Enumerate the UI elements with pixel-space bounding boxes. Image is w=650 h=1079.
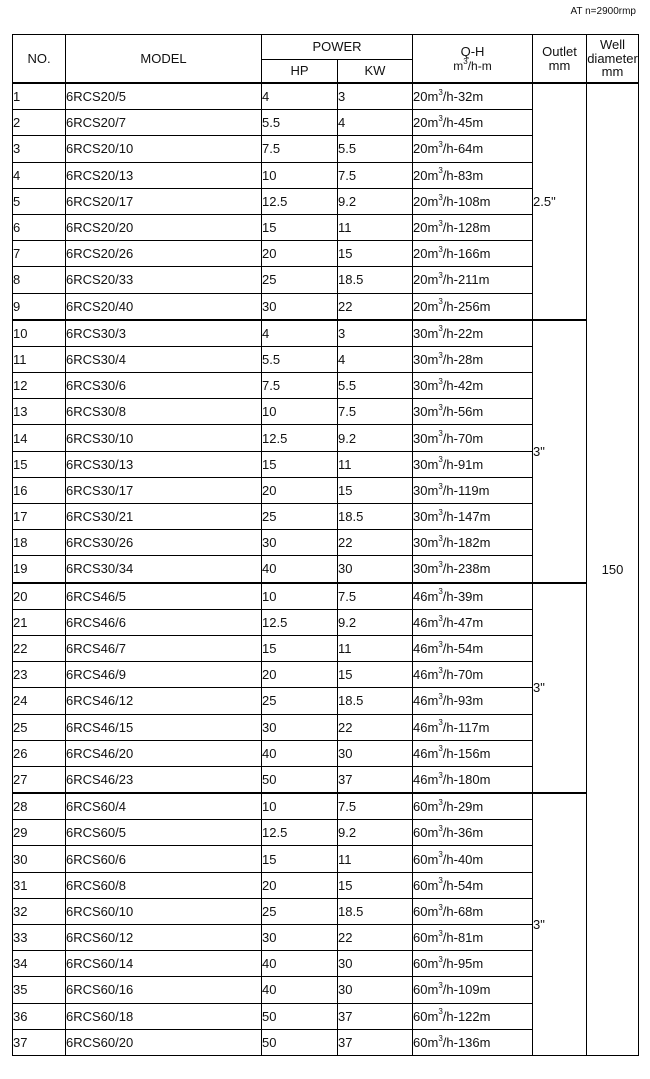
model-cell: 6RCS20/20: [66, 214, 262, 240]
hp-cell: 30: [262, 714, 338, 740]
model-cell: 6RCS30/4: [66, 346, 262, 372]
header-outlet: Outlet mm: [533, 35, 587, 84]
model-cell: 6RCS46/9: [66, 662, 262, 688]
hp-cell: 5.5: [262, 110, 338, 136]
model-cell: 6RCS60/20: [66, 1029, 262, 1055]
kw-cell: 18.5: [338, 688, 413, 714]
kw-cell: 4: [338, 110, 413, 136]
hp-cell: 40: [262, 977, 338, 1003]
row-number: 9: [13, 293, 66, 320]
row-number: 1: [13, 83, 66, 110]
row-number: 27: [13, 766, 66, 793]
row-number: 16: [13, 477, 66, 503]
model-cell: 6RCS30/26: [66, 530, 262, 556]
hp-cell: 25: [262, 688, 338, 714]
model-cell: 6RCS20/5: [66, 83, 262, 110]
row-number: 26: [13, 740, 66, 766]
row-number: 7: [13, 241, 66, 267]
kw-cell: 11: [338, 635, 413, 661]
kw-cell: 30: [338, 740, 413, 766]
hp-cell: 40: [262, 556, 338, 583]
kw-cell: 5.5: [338, 136, 413, 162]
model-cell: 6RCS60/4: [66, 793, 262, 820]
hp-cell: 20: [262, 477, 338, 503]
hp-cell: 30: [262, 925, 338, 951]
row-number: 2: [13, 110, 66, 136]
model-cell: 6RCS30/10: [66, 425, 262, 451]
row-number: 37: [13, 1029, 66, 1055]
qh-cell: $30m^3/h-28m$: [413, 346, 533, 372]
row-number: 24: [13, 688, 66, 714]
row-number: 18: [13, 530, 66, 556]
row-number: 6: [13, 214, 66, 240]
model-cell: 6RCS30/34: [66, 556, 262, 583]
qh-cell: $46m^3/h-117m$: [413, 714, 533, 740]
kw-cell: 7.5: [338, 583, 413, 610]
kw-cell: 7.5: [338, 399, 413, 425]
qh-cell: $60m^3/h-81m$: [413, 925, 533, 951]
kw-cell: 22: [338, 925, 413, 951]
row-number: 21: [13, 609, 66, 635]
kw-cell: 15: [338, 872, 413, 898]
model-cell: 6RCS60/16: [66, 977, 262, 1003]
table-row: [13, 793, 639, 820]
hp-cell: 4: [262, 83, 338, 110]
hp-cell: 7.5: [262, 373, 338, 399]
model-cell: 6RCS30/3: [66, 320, 262, 347]
model-cell: 6RCS30/6: [66, 373, 262, 399]
model-cell: 6RCS46/7: [66, 635, 262, 661]
qh-cell: $60m^3/h-54m$: [413, 872, 533, 898]
kw-cell: 22: [338, 714, 413, 740]
qh-cell: $60m^3/h-95m$: [413, 951, 533, 977]
hp-cell: 40: [262, 740, 338, 766]
row-number: 13: [13, 399, 66, 425]
kw-cell: 3: [338, 83, 413, 110]
kw-cell: 37: [338, 766, 413, 793]
hp-cell: 10: [262, 162, 338, 188]
model-cell: 6RCS60/8: [66, 872, 262, 898]
hp-cell: 7.5: [262, 136, 338, 162]
hp-cell: 10: [262, 793, 338, 820]
kw-cell: 4: [338, 346, 413, 372]
row-number: 29: [13, 820, 66, 846]
hp-cell: 25: [262, 898, 338, 924]
qh-cell: $46m^3/h-93m$: [413, 688, 533, 714]
qh-cell: $46m^3/h-54m$: [413, 635, 533, 661]
table-row: [13, 583, 639, 610]
row-number: 12: [13, 373, 66, 399]
kw-cell: 11: [338, 214, 413, 240]
kw-cell: 3: [338, 320, 413, 347]
hp-cell: 15: [262, 214, 338, 240]
model-cell: 6RCS46/15: [66, 714, 262, 740]
model-cell: 6RCS20/17: [66, 188, 262, 214]
row-number: 34: [13, 951, 66, 977]
hp-cell: 12.5: [262, 820, 338, 846]
qh-cell: $20m^3/h-83m$: [413, 162, 533, 188]
row-number: 31: [13, 872, 66, 898]
kw-cell: 15: [338, 477, 413, 503]
kw-cell: 37: [338, 1029, 413, 1055]
row-number: 23: [13, 662, 66, 688]
qh-cell: $60m^3/h-36m$: [413, 820, 533, 846]
header-kw: KW: [338, 60, 413, 84]
kw-cell: 7.5: [338, 162, 413, 188]
row-number: 30: [13, 846, 66, 872]
model-cell: 6RCS30/8: [66, 399, 262, 425]
qh-cell: $60m^3/h-40m$: [413, 846, 533, 872]
model-cell: 6RCS60/18: [66, 1003, 262, 1029]
model-cell: 6RCS30/13: [66, 451, 262, 477]
qh-cell: $46m^3/h-47m$: [413, 609, 533, 635]
model-cell: 6RCS20/40: [66, 293, 262, 320]
qh-cell: $20m^3/h-211m$: [413, 267, 533, 293]
hp-cell: 12.5: [262, 425, 338, 451]
qh-cell: $30m^3/h-147m$: [413, 504, 533, 530]
row-number: 36: [13, 1003, 66, 1029]
qh-cell: $30m^3/h-56m$: [413, 399, 533, 425]
outlet-cell: 2.5": [533, 83, 587, 320]
hp-cell: 50: [262, 1003, 338, 1029]
model-cell: 6RCS20/13: [66, 162, 262, 188]
row-number: 25: [13, 714, 66, 740]
model-cell: 6RCS46/20: [66, 740, 262, 766]
table-header: [13, 35, 639, 84]
qh-cell: $46m^3/h-180m$: [413, 766, 533, 793]
header-no: NO.: [13, 35, 66, 84]
hp-cell: 20: [262, 662, 338, 688]
hp-cell: 4: [262, 320, 338, 347]
hp-cell: 10: [262, 583, 338, 610]
row-number: 32: [13, 898, 66, 924]
outlet-cell: 3": [533, 583, 587, 794]
qh-cell: $20m^3/h-256m$: [413, 293, 533, 320]
model-cell: 6RCS20/33: [66, 267, 262, 293]
model-cell: 6RCS60/10: [66, 898, 262, 924]
hp-cell: 30: [262, 530, 338, 556]
hp-cell: 15: [262, 635, 338, 661]
header-power: POWER: [262, 35, 413, 60]
header-hp: HP: [262, 60, 338, 84]
qh-cell: $20m^3/h-32m$: [413, 83, 533, 110]
row-number: 20: [13, 583, 66, 610]
qh-cell: $30m^3/h-91m$: [413, 451, 533, 477]
model-cell: 6RCS46/23: [66, 766, 262, 793]
kw-cell: 11: [338, 451, 413, 477]
qh-cell: $20m^3/h-108m$: [413, 188, 533, 214]
qh-cell: $30m^3/h-42m$: [413, 373, 533, 399]
row-number: 11: [13, 346, 66, 372]
hp-cell: 25: [262, 504, 338, 530]
row-number: 33: [13, 925, 66, 951]
hp-cell: 20: [262, 241, 338, 267]
model-cell: 6RCS60/6: [66, 846, 262, 872]
hp-cell: 15: [262, 451, 338, 477]
header-well-diameter: Well diameter mm: [587, 35, 639, 84]
kw-cell: 15: [338, 241, 413, 267]
table-body: [13, 83, 639, 1055]
row-number: 3: [13, 136, 66, 162]
qh-cell: $46m^3/h-70m$: [413, 662, 533, 688]
kw-cell: 11: [338, 846, 413, 872]
header-model: MODEL: [66, 35, 262, 84]
hp-cell: 50: [262, 766, 338, 793]
hp-cell: 12.5: [262, 188, 338, 214]
kw-cell: 30: [338, 556, 413, 583]
qh-cell: $60m^3/h-136m$: [413, 1029, 533, 1055]
model-cell: 6RCS46/12: [66, 688, 262, 714]
hp-cell: 5.5: [262, 346, 338, 372]
qh-cell: $20m^3/h-128m$: [413, 214, 533, 240]
kw-cell: 5.5: [338, 373, 413, 399]
kw-cell: 18.5: [338, 267, 413, 293]
qh-cell: $46m^3/h-156m$: [413, 740, 533, 766]
qh-cell: $60m^3/h-122m$: [413, 1003, 533, 1029]
kw-cell: 15: [338, 662, 413, 688]
speed-note: AT n=2900rmp: [570, 6, 636, 17]
model-cell: 6RCS60/14: [66, 951, 262, 977]
hp-cell: 50: [262, 1029, 338, 1055]
outlet-cell: 3": [533, 320, 587, 583]
row-number: 8: [13, 267, 66, 293]
qh-cell: $60m^3/h-109m$: [413, 977, 533, 1003]
kw-cell: 9.2: [338, 425, 413, 451]
table-row: [13, 320, 639, 347]
kw-cell: 9.2: [338, 820, 413, 846]
model-cell: 6RCS46/5: [66, 583, 262, 610]
hp-cell: 40: [262, 951, 338, 977]
row-number: 15: [13, 451, 66, 477]
hp-cell: 20: [262, 872, 338, 898]
header-qh: [413, 35, 533, 84]
model-cell: 6RCS20/26: [66, 241, 262, 267]
model-cell: 6RCS60/5: [66, 820, 262, 846]
model-cell: 6RCS20/10: [66, 136, 262, 162]
model-cell: 6RCS46/6: [66, 609, 262, 635]
qh-cell: $30m^3/h-22m$: [413, 320, 533, 347]
header-qh-title: Q-H: [460, 43, 485, 59]
qh-cell: $20m^3/h-166m$: [413, 241, 533, 267]
row-number: 10: [13, 320, 66, 347]
kw-cell: 9.2: [338, 188, 413, 214]
model-cell: 6RCS60/12: [66, 925, 262, 951]
header-qh-unit: $m^3/h-m$: [453, 56, 492, 73]
qh-cell: $20m^3/h-64m$: [413, 136, 533, 162]
row-number: 14: [13, 425, 66, 451]
qh-cell: $46m^3/h-39m$: [413, 583, 533, 610]
row-number: 4: [13, 162, 66, 188]
well-diameter-cell: 150: [587, 83, 639, 1055]
qh-cell: $60m^3/h-68m$: [413, 898, 533, 924]
model-cell: 6RCS20/7: [66, 110, 262, 136]
qh-cell: $20m^3/h-45m$: [413, 110, 533, 136]
hp-cell: 15: [262, 846, 338, 872]
qh-cell: $30m^3/h-238m$: [413, 556, 533, 583]
qh-cell: $30m^3/h-70m$: [413, 425, 533, 451]
model-cell: 6RCS30/17: [66, 477, 262, 503]
qh-cell: $30m^3/h-182m$: [413, 530, 533, 556]
row-number: 35: [13, 977, 66, 1003]
row-number: 17: [13, 504, 66, 530]
kw-cell: 18.5: [338, 898, 413, 924]
row-number: 5: [13, 188, 66, 214]
row-number: 22: [13, 635, 66, 661]
hp-cell: 12.5: [262, 609, 338, 635]
kw-cell: 7.5: [338, 793, 413, 820]
pump-spec-table: [12, 34, 639, 1056]
kw-cell: 30: [338, 951, 413, 977]
kw-cell: 18.5: [338, 504, 413, 530]
kw-cell: 30: [338, 977, 413, 1003]
kw-cell: 9.2: [338, 609, 413, 635]
qh-cell: $60m^3/h-29m$: [413, 793, 533, 820]
hp-cell: 10: [262, 399, 338, 425]
kw-cell: 37: [338, 1003, 413, 1029]
kw-cell: 22: [338, 530, 413, 556]
kw-cell: 22: [338, 293, 413, 320]
row-number: 28: [13, 793, 66, 820]
outlet-cell: 3": [533, 793, 587, 1055]
table-row: [13, 83, 639, 110]
hp-cell: 30: [262, 293, 338, 320]
qh-cell: $30m^3/h-119m$: [413, 477, 533, 503]
hp-cell: 25: [262, 267, 338, 293]
row-number: 19: [13, 556, 66, 583]
model-cell: 6RCS30/21: [66, 504, 262, 530]
